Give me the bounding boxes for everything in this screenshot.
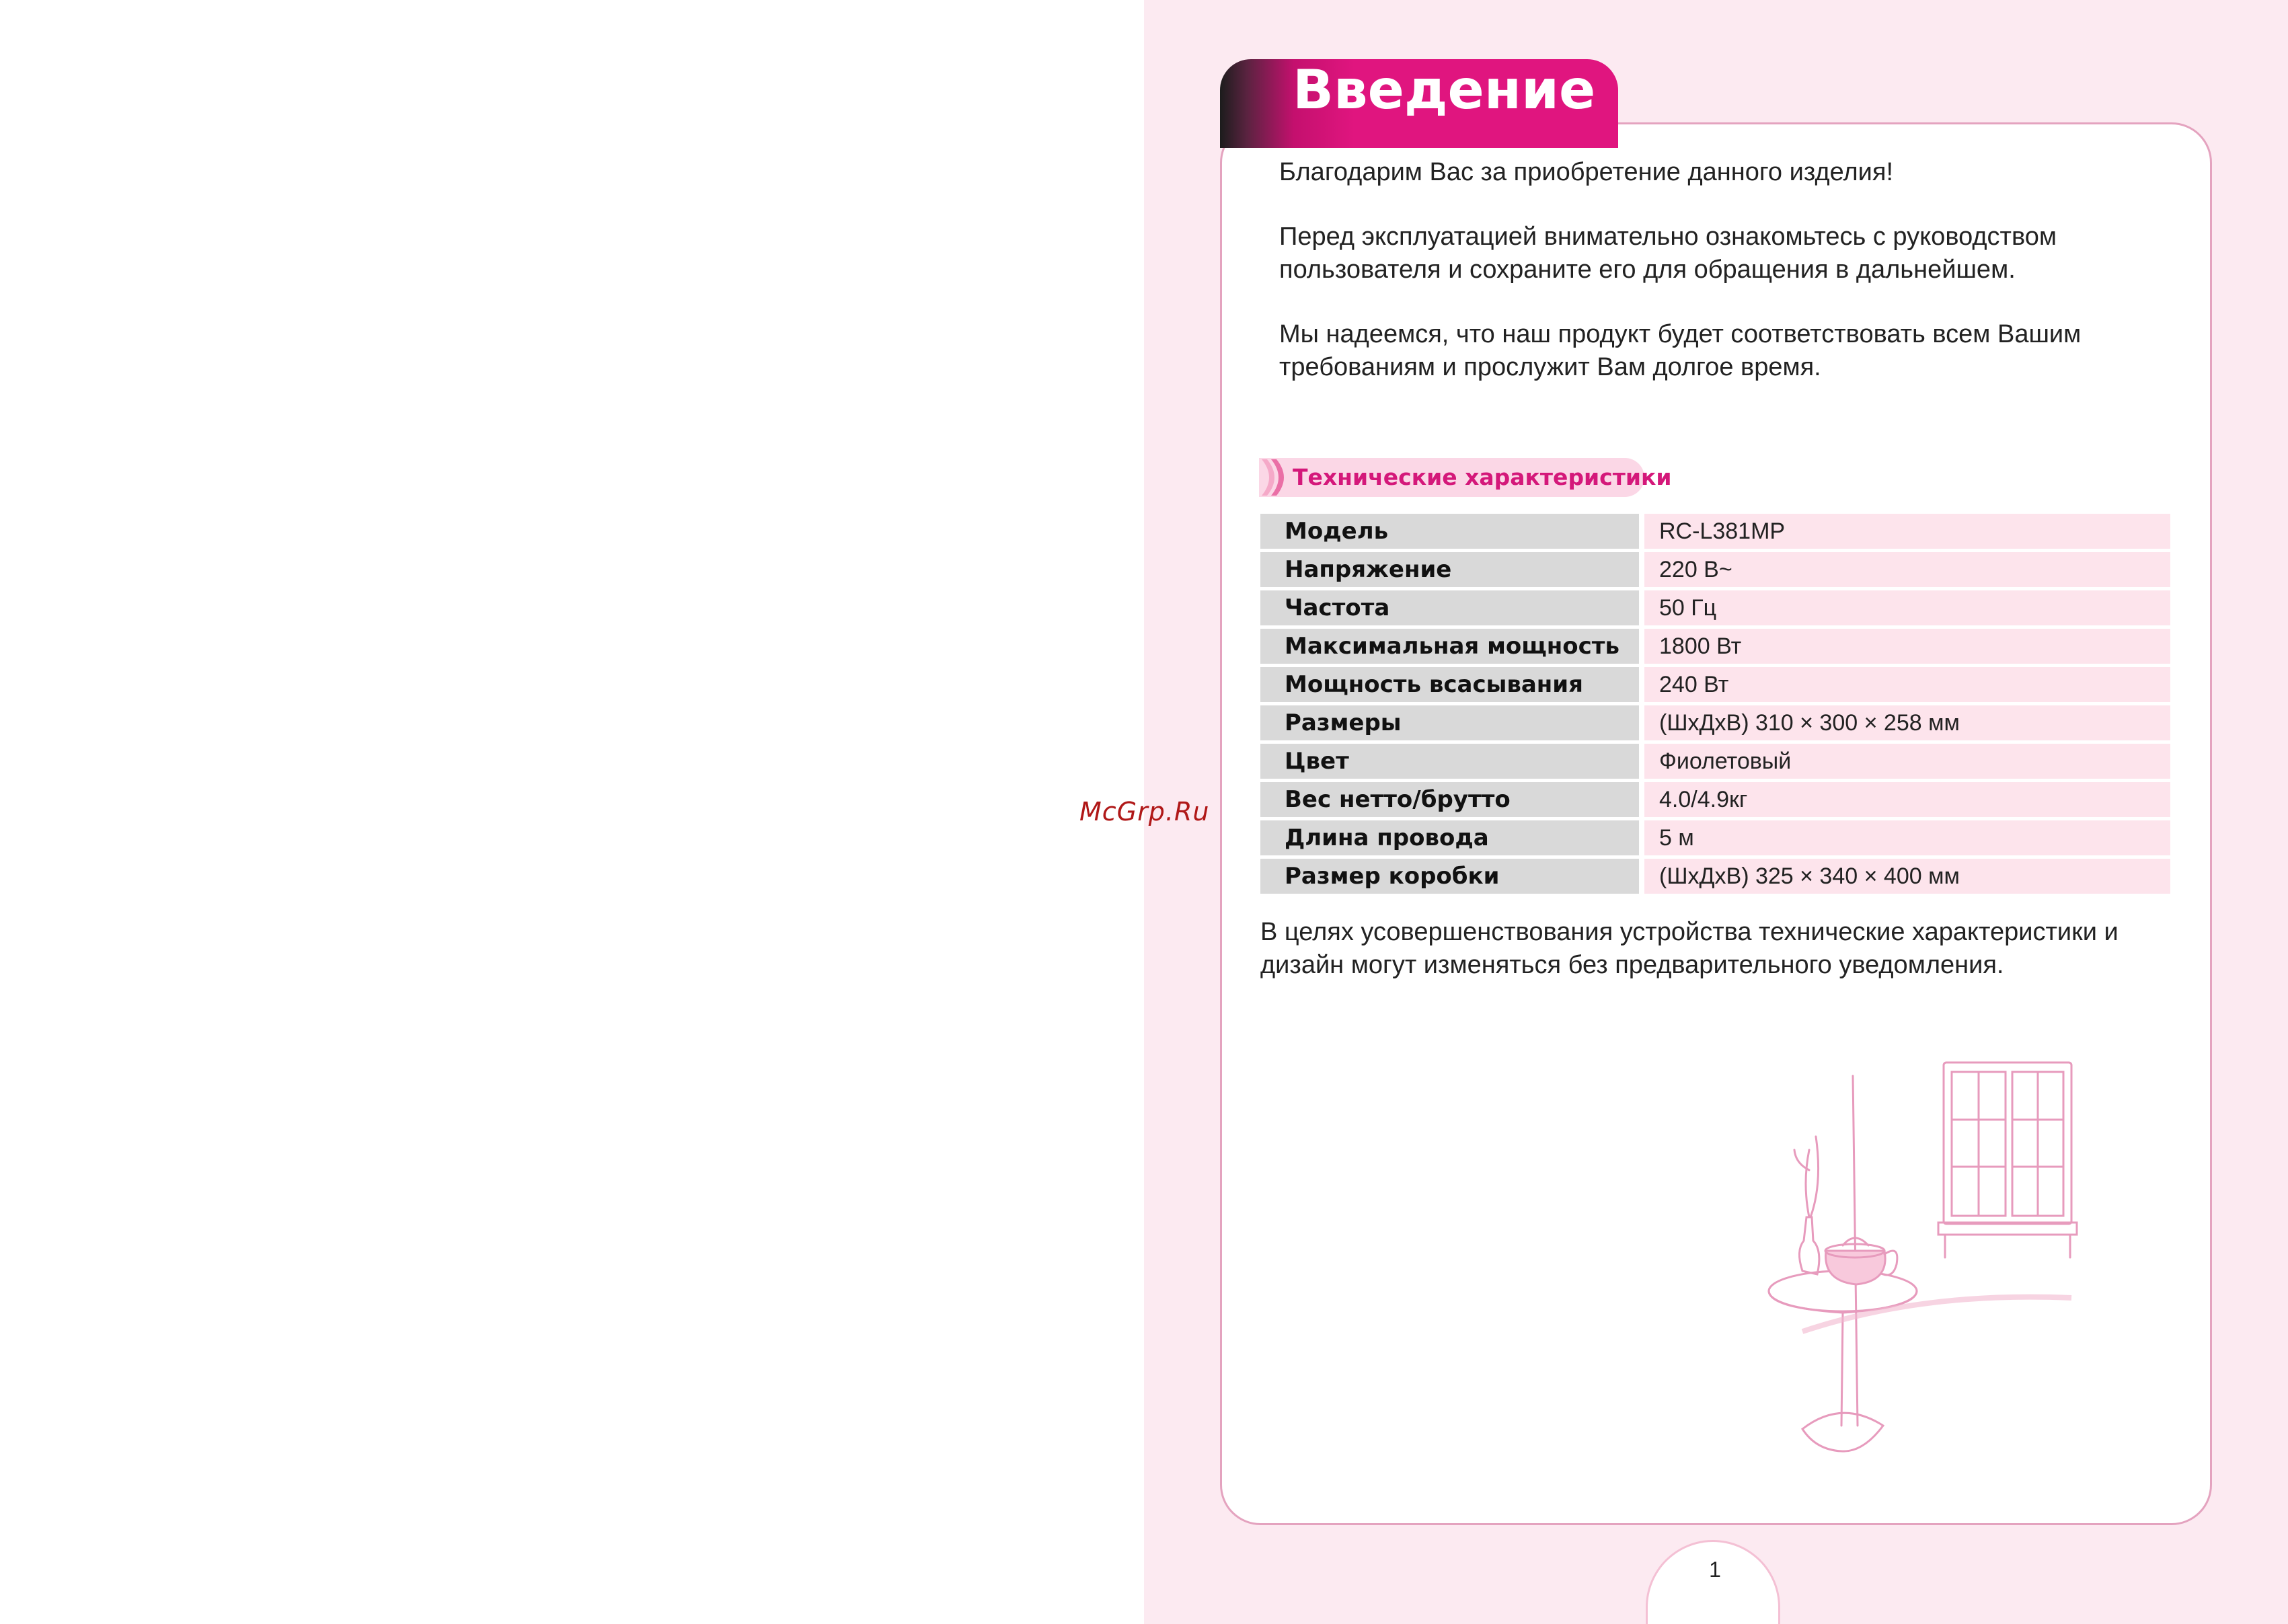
spec-value: 50 Гц: [1644, 590, 2170, 625]
room-sketch-illustration: [1762, 1049, 2085, 1466]
footnote: В целях усовершенствования устройства технические характеристики и дизайн могут изменяться без предварительного уведомления.: [1260, 918, 2119, 979]
spec-value: RC-L381MP: [1644, 514, 2170, 549]
spec-label: Размер коробки: [1260, 859, 1639, 894]
intro-paragraph: Благодарим Вас за приобретение данного изделия!: [1279, 158, 1894, 186]
spec-label: Длина провода: [1260, 820, 1639, 855]
table-row: [1260, 667, 2170, 705]
table-row: [1260, 820, 2170, 859]
table-row: [1260, 590, 2170, 629]
spec-label: Напряжение: [1260, 552, 1639, 587]
spec-label: Цвет: [1260, 744, 1639, 779]
spec-label: Размеры: [1260, 705, 1639, 740]
intro-text: [1279, 156, 2180, 416]
table-row: [1260, 859, 2170, 897]
specs-table: [1260, 514, 2170, 897]
spec-value: Фиолетовый: [1644, 744, 2170, 779]
spec-label: Частота: [1260, 590, 1639, 625]
spec-value: (ШхДхВ) 310 × 300 × 258 мм: [1644, 705, 2170, 740]
spec-label: Максимальная мощность: [1260, 629, 1639, 664]
spec-label: Мощность всасывания: [1260, 667, 1639, 702]
intro-paragraph: Мы надеемся, что наш продукт будет соответствовать всем Вашим требованиям и прослужит Вам долгое время.: [1279, 320, 2082, 381]
table-row: [1260, 782, 2170, 820]
watermark: McGrp.Ru: [1079, 797, 1210, 826]
table-row: [1260, 552, 2170, 590]
spec-label: Вес нетто/брутто: [1260, 782, 1639, 817]
spec-value: 5 м: [1644, 820, 2170, 855]
intro-paragraph: Перед эксплуатацией внимательно ознакомьтесь с руководством пользователя и сохраните его для обращения в дальнейшем.: [1279, 223, 2057, 284]
spec-value: 240 Вт: [1644, 667, 2170, 702]
page-title: Введение: [1293, 59, 1596, 121]
table-row: [1260, 705, 2170, 744]
table-row: [1260, 744, 2170, 782]
spec-label: Модель: [1260, 514, 1639, 549]
table-row: [1260, 514, 2170, 552]
page-number: 1: [1709, 1557, 1721, 1582]
specs-title: Технические характеристики: [1293, 464, 1672, 490]
spec-value: (ШхДхВ) 325 × 340 × 400 мм: [1644, 859, 2170, 894]
table-row: [1260, 629, 2170, 667]
spec-value: 1800 Вт: [1644, 629, 2170, 664]
spec-value: 4.0/4.9кг: [1644, 782, 2170, 817]
chevron-icon: [1268, 458, 1290, 497]
spec-value: 220 В~: [1644, 552, 2170, 587]
